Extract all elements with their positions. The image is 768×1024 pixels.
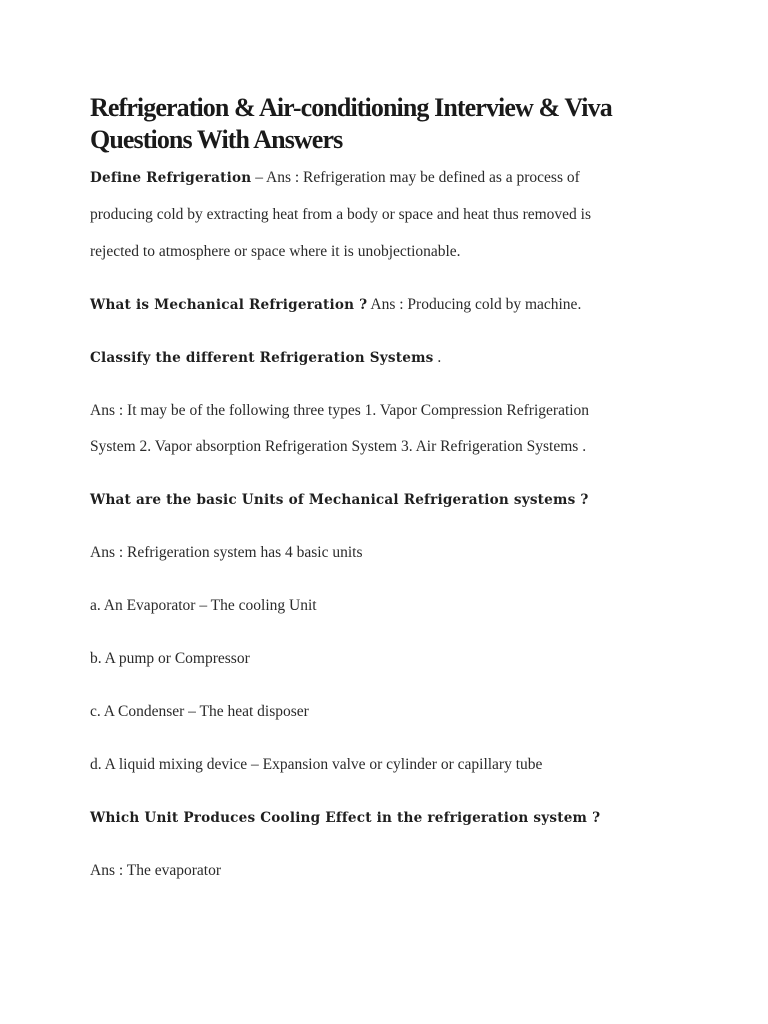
document-title: Refrigeration & Air-conditioning Interview & Viva Questions With Answers bbox=[90, 93, 612, 154]
define-answer-line2: producing cold by extracting heat from a body or space and heat thus removed is bbox=[90, 206, 592, 223]
classify-answer-line1: Ans : It may be of the following three types 1. Vapor Compression Refrigeration bbox=[90, 402, 590, 419]
classify-question: Classify the different Refrigeration Systems bbox=[90, 350, 434, 366]
cooling-question-line bbox=[90, 808, 600, 828]
define-answer-line3: rejected to atmosphere or space where it is unobjectionable. bbox=[90, 243, 461, 260]
units-item-expansion-device: d. A liquid mixing device – Expansion valve or cylinder or capillary tube bbox=[90, 756, 543, 773]
units-item-compressor: b. A pump or Compressor bbox=[90, 650, 250, 667]
classify-question-suffix: . bbox=[433, 349, 442, 366]
units-item-condenser: c. A Condenser – The heat disposer bbox=[90, 703, 309, 720]
mechanical-answer: Ans : Producing cold by machine. bbox=[367, 296, 582, 313]
mechanical-question-line bbox=[90, 295, 581, 315]
units-item-evaporator: a. An Evaporator – The cooling Unit bbox=[90, 597, 317, 614]
define-question: Define Refrigeration bbox=[90, 170, 252, 186]
mechanical-question: What is Mechanical Refrigeration ? bbox=[90, 297, 368, 313]
classify-answer-line2: System 2. Vapor absorption Refrigeration System 3. Air Refrigeration Systems . bbox=[90, 438, 587, 455]
define-question-line bbox=[90, 168, 580, 188]
define-answer-line1: – Ans : Refrigeration may be defined as a process of bbox=[251, 169, 580, 186]
units-question: What are the basic Units of Mechanical Refrigeration systems ? bbox=[90, 492, 589, 508]
cooling-question: Which Unit Produces Cooling Effect in the refrigeration system ? bbox=[90, 810, 601, 826]
units-question-line bbox=[90, 490, 589, 510]
cooling-answer: Ans : The evaporator bbox=[90, 862, 221, 879]
units-answer-intro: Ans : Refrigeration system has 4 basic units bbox=[90, 544, 363, 561]
classify-question-line bbox=[90, 348, 441, 368]
